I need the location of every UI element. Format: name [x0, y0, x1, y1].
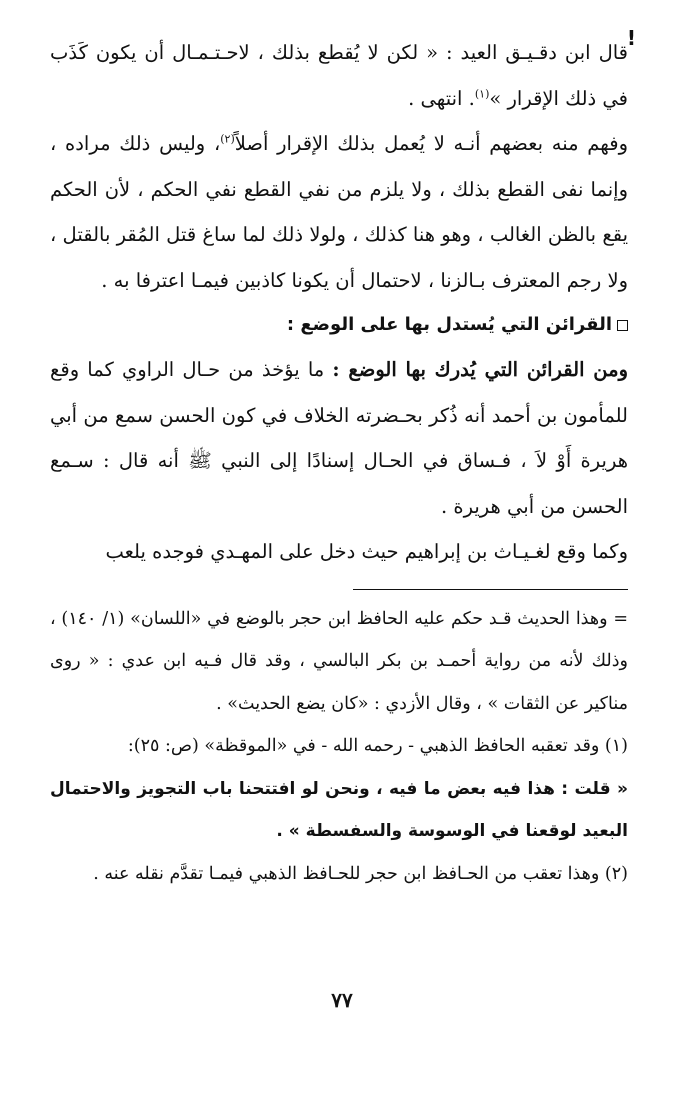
section-heading	[50, 303, 628, 347]
paragraph-2-start: وفهم منه بعضهم أنـه لا يُعمل بذلك الإقرار أصلاً	[234, 132, 628, 155]
main-text-2	[50, 347, 628, 575]
footnote-ref-2: (٢)	[220, 132, 235, 146]
paragraph-1-end: . انتهى .	[408, 86, 475, 110]
paragraph-3-lead: ومن القرائن التي يُدرك بها الوضع :	[332, 358, 628, 381]
footnote-ref-1: (١)	[474, 87, 490, 100]
paragraph-1	[50, 30, 628, 121]
paragraph-1-text: قال ابن دقـيـق العيد : « لكن لا يُقطع بذلك ، لاحـتـمـال أن يكون كَذَب في ذلك الإقرار »	[50, 41, 628, 110]
paragraph-4	[50, 529, 628, 575]
paragraph-3-text: ما يؤخذ من حـال الراوي كما وقع للمأمون بن أحمد أنه ذُكر بحـضرته الخلاف في كون الحسن سمع من أبي هريرة أَوْ لاَ ، فـساق في الحـال إسنادًا إلى النبي ﷺ أنه قال : سـمع الحسن من أبي هريرة .	[50, 358, 628, 518]
footnote-divider	[353, 589, 628, 590]
page-number: ٧٧	[331, 988, 353, 1012]
footnotes	[50, 598, 628, 896]
footnote-1-quote: « قلت : هذا فيه بعض ما فيه ، ونحن لو افتتحنا باب التجويز والاحتمال البعيد لوقعنا في الوسوسة والسفسطة » .	[50, 778, 628, 841]
footnote-2: (٢) وهذا تعقب من الحـافظ ابن حجر للحـافظ الذهبي فيمـا تقدَّم نقله عنه .	[93, 863, 628, 884]
paragraph-2-rest: ، وليس ذلك مراده ، وإنما نفى القطع بذلك ، ولا يلزم من نفي القطع نفي الحكم ، لأن الحكم يقع بالظن الغالب ، وهو هنا كذلك ، ولولا ذلك لما ساغ قتل المُقر بالقتل ، ولا رجم المعترف بـالزنا ، لاحتمال أن يكونا كاذبين فيمـا اعترفا به .	[50, 132, 628, 292]
corner-mark: !	[626, 26, 636, 50]
paragraph-3	[50, 347, 628, 529]
paragraph-4-text: وكما وقع لغـيـاث بن إبراهيم حيث دخل على المهـدي فوجده يلعب	[105, 540, 628, 563]
main-text	[50, 30, 628, 303]
square-bullet-icon	[617, 320, 628, 331]
footnote-continuation: = وهذا الحديث قـد حكم عليه الحافظ ابن حجر بالوضع في «اللسان» (١/ ١٤٠) ، وذلك لأنه من رواية أحمـد بن بكر البالسي ، وقد قال فـيه ابن عدي : « روى مناكير عن الثقات » ، وقال الأزدي : «كان يضع الحديث» .	[50, 608, 628, 714]
section-heading-text: القرائن التي يُستدل بها على الوضع :	[286, 314, 612, 335]
footnote-1-intro: (١) وقد تعقبه الحافظ الذهبي - رحمه الله - في «الموقظة» (ص: ٢٥):	[127, 736, 628, 756]
paragraph-2	[50, 121, 628, 303]
